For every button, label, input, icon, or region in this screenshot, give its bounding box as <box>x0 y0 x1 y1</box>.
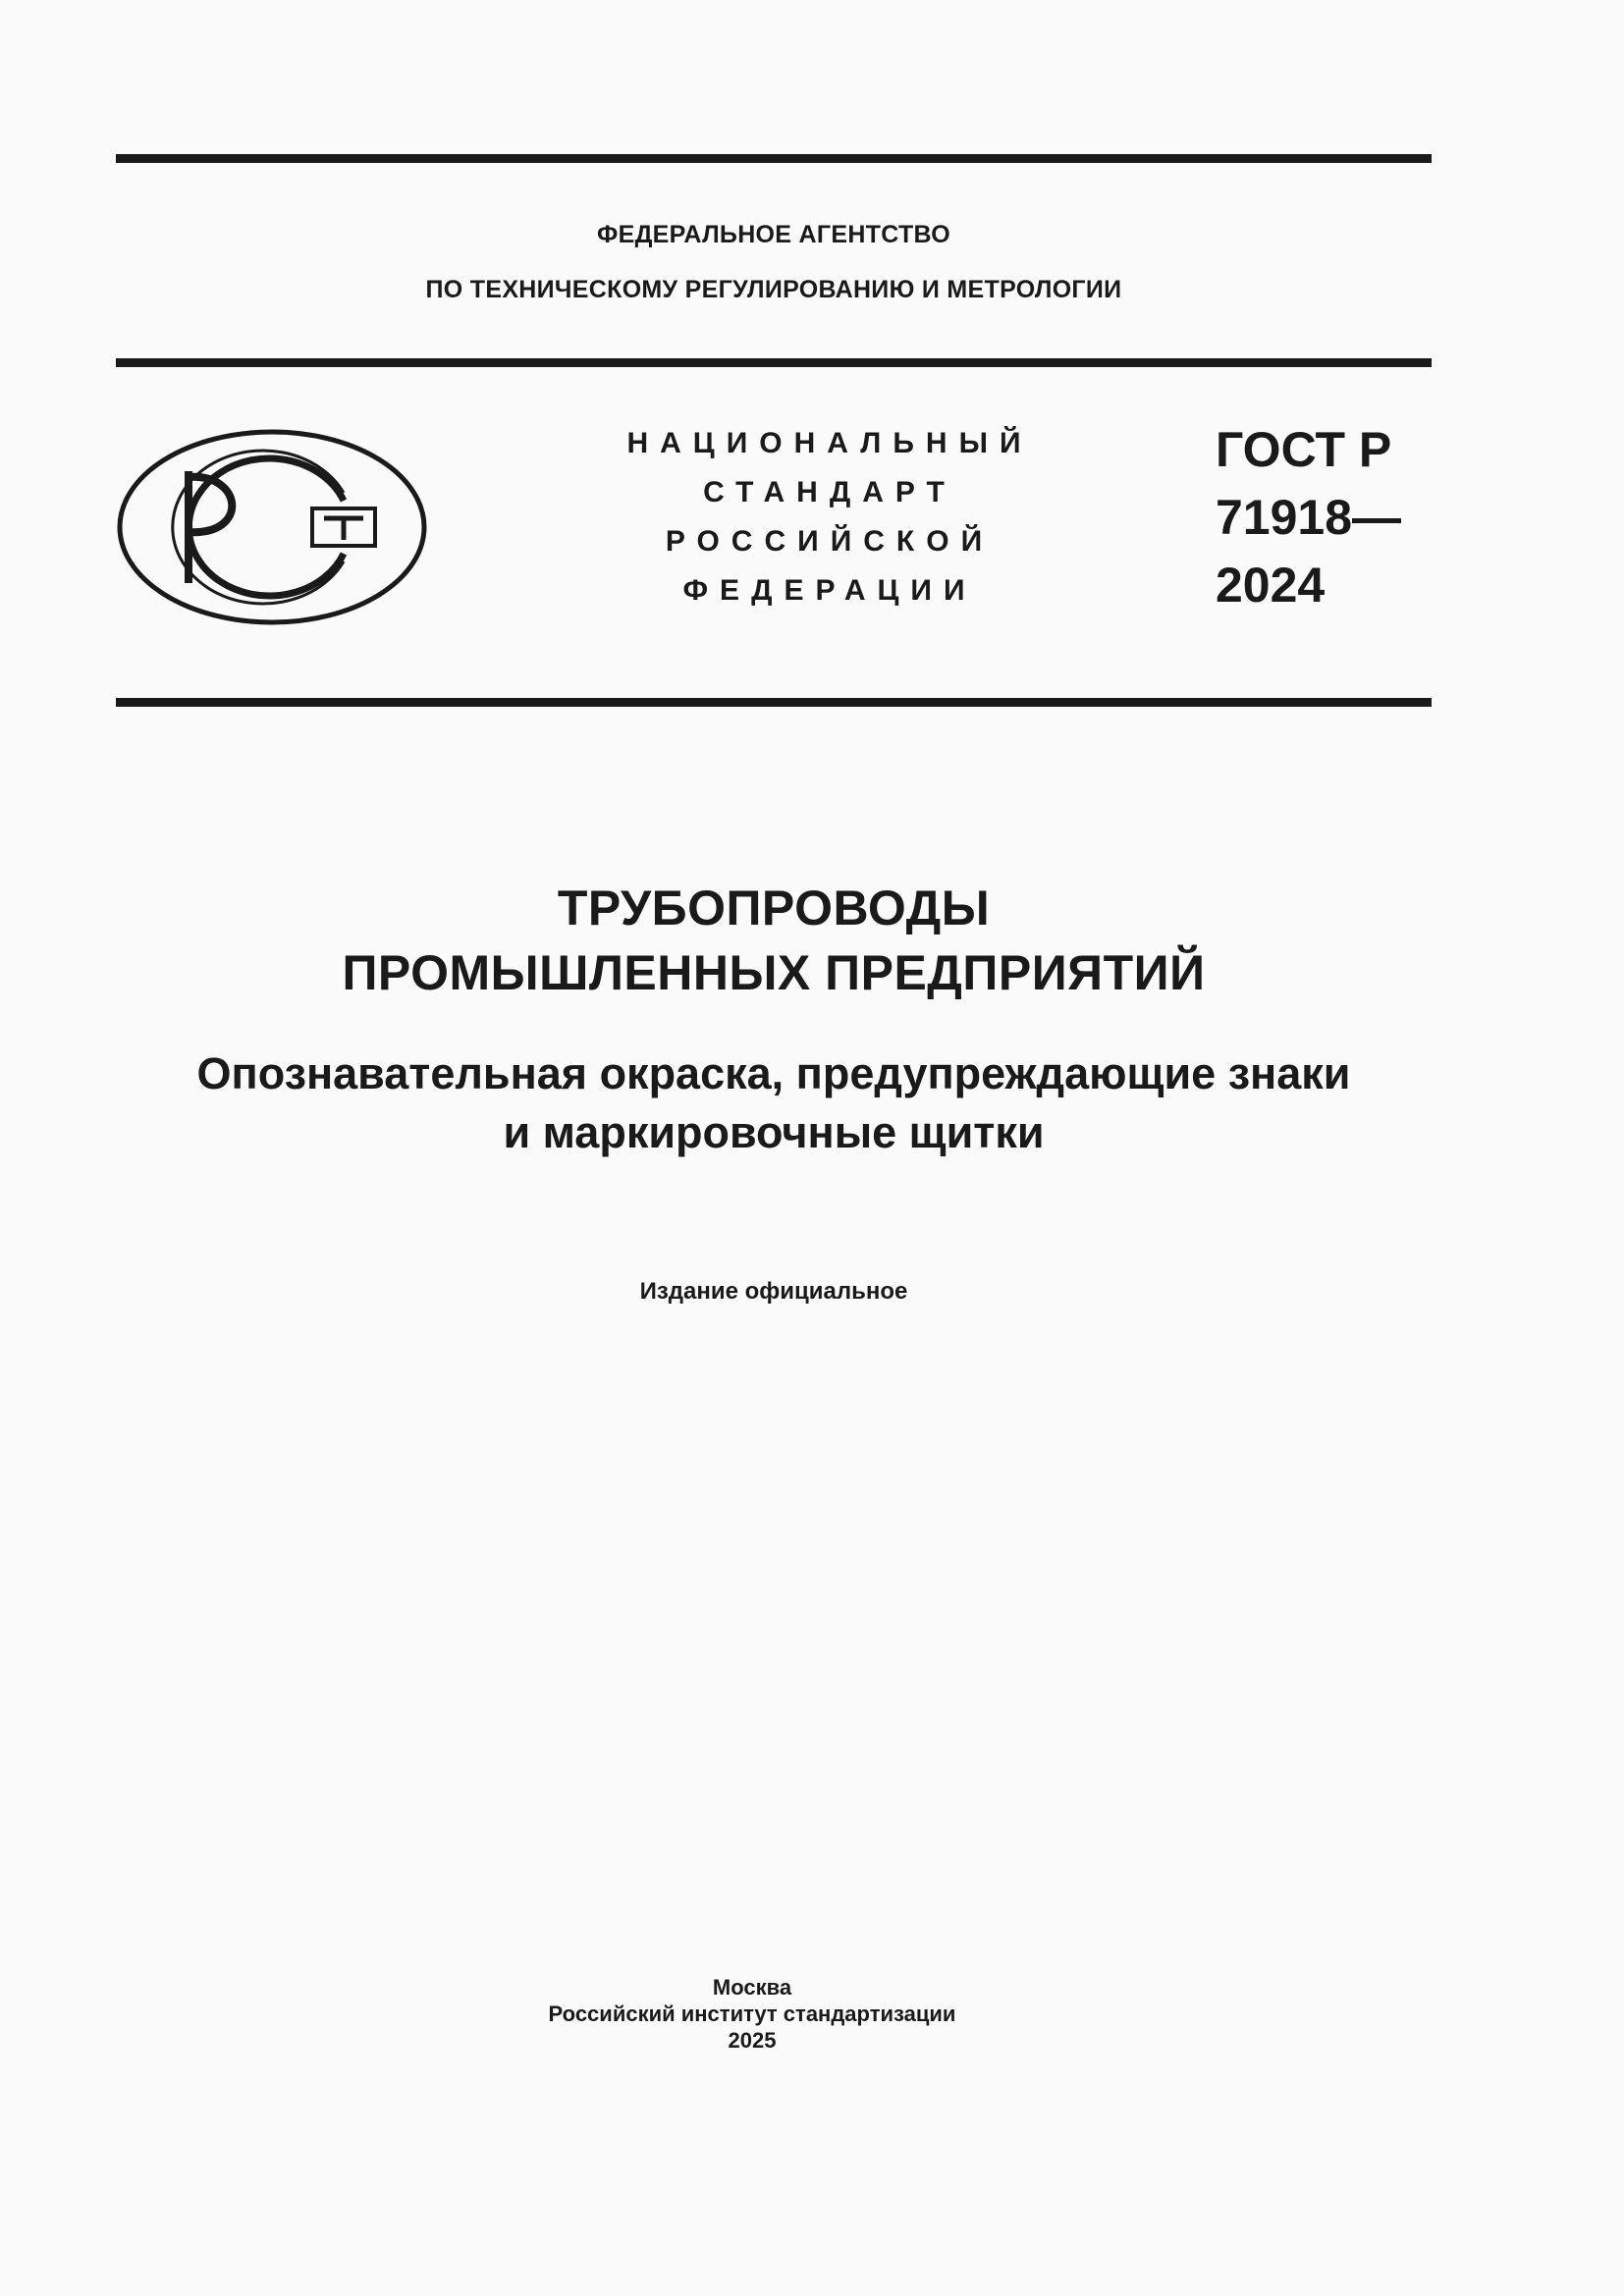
standard-type-line-2: СТАНДАРТ <box>703 476 956 508</box>
standard-type-line-3: РОССИЙСКОЙ <box>665 525 995 558</box>
document-subtitle-line-2: и маркировочные щитки <box>503 1107 1045 1157</box>
imprint-city: Москва <box>712 1975 792 2000</box>
imprint-publisher: Российский институт стандартизации <box>548 2002 956 2026</box>
edition-note: Издание официальное <box>639 1278 908 1305</box>
top-rule <box>116 154 1432 163</box>
standard-type-line-1: НАЦИОНАЛЬНЫЙ <box>626 427 1033 459</box>
imprint-year: 2025 <box>728 2028 777 2053</box>
agency-name-line-2: ПО ТЕХНИЧЕСКОМУ РЕГУЛИРОВАНИЮ И МЕТРОЛОГИИ <box>425 276 1122 303</box>
middle-rule <box>116 358 1432 367</box>
designation-line-2: 71918— <box>1216 490 1402 545</box>
document-title-line-1: ТРУБОПРОВОДЫ <box>557 881 991 935</box>
rst-logo-icon <box>116 428 428 626</box>
designation-line-1: ГОСТ Р <box>1216 422 1392 477</box>
standard-type-line-4: ФЕДЕРАЦИИ <box>682 574 977 607</box>
document-subtitle-line-1: Опознавательная окраска, предупреждающие знаки <box>196 1048 1351 1098</box>
designation-line-3: 2024 <box>1216 558 1326 613</box>
document-title-line-2: ПРОМЫШЛЕННЫХ ПРЕДПРИЯТИЙ <box>342 945 1206 1000</box>
bottom-rule <box>116 698 1432 707</box>
agency-name-line-1: ФЕДЕРАЛЬНОЕ АГЕНТСТВО <box>596 221 951 248</box>
